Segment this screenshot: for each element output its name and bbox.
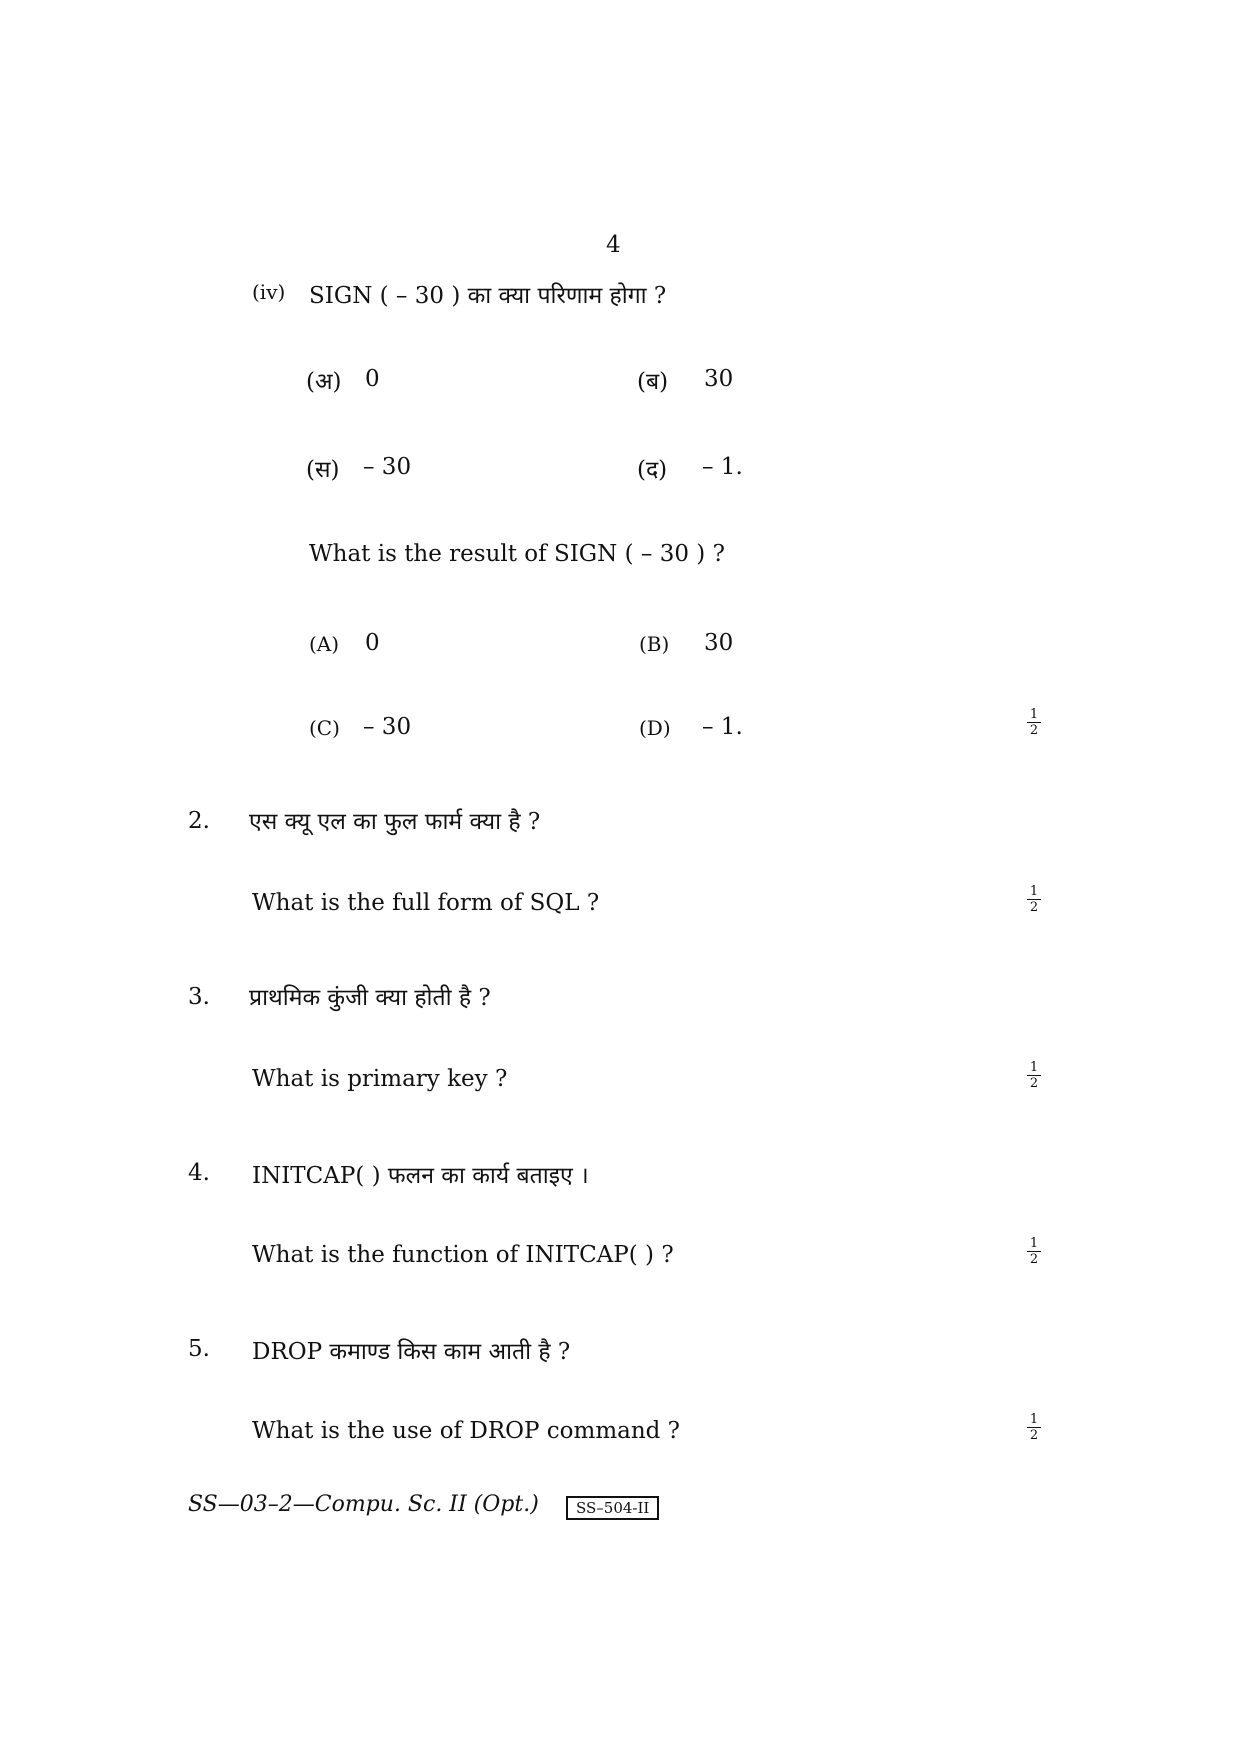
question-number: 4. <box>188 1160 210 1186</box>
question-number: 5. <box>188 1336 210 1362</box>
option-label: (C) <box>309 716 340 740</box>
option-value: – 1. <box>702 714 743 740</box>
option-label: (D) <box>639 716 671 740</box>
hindi-question: INITCAP( ) फलन का कार्य बताइए । <box>252 1163 589 1189</box>
english-question: What is the use of DROP command ? <box>252 1418 681 1444</box>
option-value: – 30 <box>363 454 412 480</box>
hindi-question: SIGN ( – 30 ) का क्या परिणाम होगा ? <box>309 283 667 309</box>
marks-fraction: $\frac{1}{2}$ <box>1027 1061 1041 1090</box>
english-question: What is the full form of SQL ? <box>252 890 600 916</box>
page-number: 4 <box>606 232 621 258</box>
paper-code-box: SS–504-II <box>566 1496 659 1520</box>
option-label: (द) <box>637 457 668 483</box>
marks-fraction: $\frac{1}{2}$ <box>1027 885 1041 914</box>
option-value: – 1. <box>702 454 743 480</box>
option-label: (अ) <box>306 369 342 395</box>
marks-fraction: $\frac{1}{2}$ <box>1027 708 1041 737</box>
question-number: 3. <box>188 984 210 1010</box>
option-value: 30 <box>704 630 734 656</box>
option-label: (A) <box>309 632 340 656</box>
option-value: – 30 <box>363 714 412 740</box>
option-value: 30 <box>704 366 734 392</box>
hindi-question: एस क्यू एल का फुल फार्म क्या है ? <box>249 809 541 835</box>
question-number: 2. <box>188 808 210 834</box>
footer-course-code: SS—03–2—Compu. Sc. II (Opt.) <box>188 1492 539 1517</box>
hindi-question: DROP कमाण्ड किस काम आती है ? <box>252 1339 571 1365</box>
option-value: 0 <box>365 630 380 656</box>
option-value: 0 <box>365 366 380 392</box>
english-question: What is the function of INITCAP( ) ? <box>252 1242 674 1268</box>
english-question: What is the result of SIGN ( – 30 ) ? <box>309 541 725 567</box>
option-label: (ब) <box>637 369 669 395</box>
english-question: What is primary key ? <box>252 1066 508 1092</box>
marks-fraction: $\frac{1}{2}$ <box>1027 1237 1041 1266</box>
option-label: (B) <box>639 632 670 656</box>
option-label: (स) <box>306 457 340 483</box>
question-label: (iv) <box>252 280 286 304</box>
hindi-question: प्राथमिक कुंजी क्या होती है ? <box>249 985 491 1011</box>
marks-fraction: $\frac{1}{2}$ <box>1027 1413 1041 1442</box>
